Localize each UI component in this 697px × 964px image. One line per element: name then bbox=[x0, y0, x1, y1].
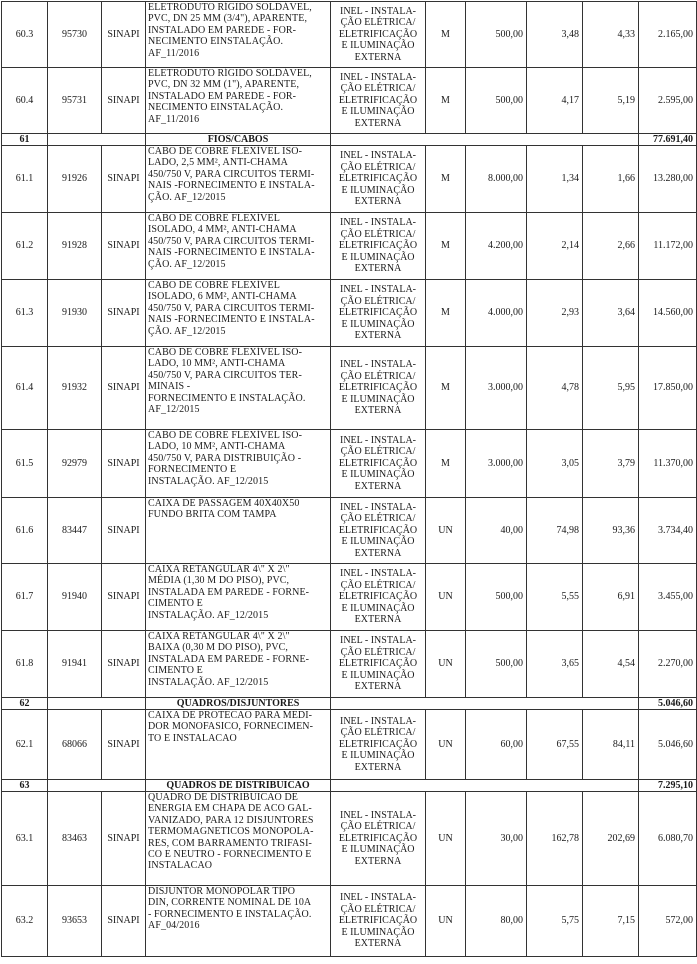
item-group: INEL - INSTALA- ÇÃO ELÉTRICA/ ELETRIFICAÇÃO E ILUMINAÇÃO EXTERNA bbox=[331, 213, 426, 280]
item-total: 3.734,40 bbox=[639, 498, 697, 564]
item-unit-price: 5,75 bbox=[527, 886, 583, 957]
item-number: 61.2 bbox=[2, 213, 48, 280]
table-row bbox=[2, 146, 697, 213]
table-row bbox=[2, 710, 697, 780]
item-source: SINAPI bbox=[102, 280, 146, 347]
item-unit-price-bdi: 4,33 bbox=[583, 2, 639, 68]
item-total: 5.046,60 bbox=[639, 710, 697, 780]
table-row bbox=[2, 631, 697, 698]
item-source: SINAPI bbox=[102, 631, 146, 698]
item-group: INEL - INSTALA- ÇÃO ELÉTRICA/ ELETRIFICAÇÃO E ILUMINAÇÃO EXTERNA bbox=[331, 564, 426, 631]
item-unit-price-bdi: 1,66 bbox=[583, 146, 639, 213]
item-code: 91932 bbox=[48, 347, 102, 430]
item-unit-price-bdi: 5,19 bbox=[583, 68, 639, 134]
item-source: SINAPI bbox=[102, 710, 146, 780]
section-number: 61 bbox=[2, 134, 48, 146]
item-description: DISJUNTOR MONOPOLAR TIPO DIN, CORRENTE NOMINAL DE 10A - FORNECIMENTO E INSTALAÇÃO. AF_04/2016 bbox=[146, 886, 331, 957]
item-total: 17.850,00 bbox=[639, 347, 697, 430]
item-source: SINAPI bbox=[102, 564, 146, 631]
item-unit-price: 3,48 bbox=[527, 2, 583, 68]
item-number: 61.3 bbox=[2, 280, 48, 347]
section-spacer bbox=[331, 134, 639, 146]
item-total: 2.270,00 bbox=[639, 631, 697, 698]
item-description: CABO DE COBRE FLEXÍVEL ISOLADO, 6 MM², ANTI-CHAMA 450/750 V, PARA CIRCUITOS TERMI- NAIS -FORNECIMENTO E INSTALA- ÇÃO. AF_12/2015 bbox=[146, 280, 331, 347]
item-unit-price-bdi: 4,54 bbox=[583, 631, 639, 698]
item-unit-price: 74,98 bbox=[527, 498, 583, 564]
section-name: QUADROS DE DISTRIBUICAO bbox=[146, 780, 331, 792]
item-source: SINAPI bbox=[102, 68, 146, 134]
item-group: INEL - INSTALA- ÇÃO ELÉTRICA/ ELETRIFICAÇÃO E ILUMINAÇÃO EXTERNA bbox=[331, 710, 426, 780]
section-spacer bbox=[48, 780, 146, 792]
item-code: 91928 bbox=[48, 213, 102, 280]
item-unit-price: 1,34 bbox=[527, 146, 583, 213]
item-unit-price-bdi: 84,11 bbox=[583, 710, 639, 780]
section-total: 7.295,10 bbox=[639, 780, 697, 792]
item-description: CABO DE COBRE FLEXÍVEL ISO- LADO, 2,5 MM², ANTI-CHAMA 450/750 V, PARA CIRCUITOS TERMI- NAIS -FORNECIMENTO E INSTALA- ÇÃO. AF_12/2015 bbox=[146, 146, 331, 213]
item-description: ELETRODUTO RÍGIDO SOLDÁVEL, PVC, DN 32 MM (1"), APARENTE, INSTALADO EM PAREDE - FOR- NECIMENTO EINSTALAÇÃO. AF_11/2016 bbox=[146, 68, 331, 134]
item-unit-price-bdi: 6,91 bbox=[583, 564, 639, 631]
item-description: CABO DE COBRE FLEXÍVEL ISO- LADO, 10 MM², ANTI-CHAMA 450/750 V, PARA CIRCUITOS TER- MINAIS - FORNECIMENTO E INSTALAÇÃO. AF_12/2015 bbox=[146, 347, 331, 430]
section-name: QUADROS/DISJUNTORES bbox=[146, 698, 331, 710]
item-total: 6.080,70 bbox=[639, 792, 697, 886]
item-code: 91930 bbox=[48, 280, 102, 347]
item-quantity: 3.000,00 bbox=[466, 430, 527, 498]
section-number: 62 bbox=[2, 698, 48, 710]
section-header-row bbox=[2, 698, 697, 710]
item-group: INEL - INSTALA- ÇÃO ELÉTRICA/ ELETRIFICAÇÃO E ILUMINAÇÃO EXTERNA bbox=[331, 430, 426, 498]
item-number: 61.7 bbox=[2, 564, 48, 631]
table-row bbox=[2, 886, 697, 957]
item-unit: UN bbox=[426, 710, 466, 780]
section-spacer bbox=[48, 134, 146, 146]
item-group: INEL - INSTALA- ÇÃO ELÉTRICA/ ELETRIFICAÇÃO E ILUMINAÇÃO EXTERNA bbox=[331, 631, 426, 698]
section-spacer bbox=[331, 780, 639, 792]
item-unit-price-bdi: 93,36 bbox=[583, 498, 639, 564]
item-source: SINAPI bbox=[102, 886, 146, 957]
item-group: INEL - INSTALA- ÇÃO ELÉTRICA/ ELETRIFICAÇÃO E ILUMINAÇÃO EXTERNA bbox=[331, 498, 426, 564]
item-unit: M bbox=[426, 280, 466, 347]
item-number: 63.1 bbox=[2, 792, 48, 886]
item-number: 61.1 bbox=[2, 146, 48, 213]
item-description: CAIXA RETANGULAR 4\" X 2\" MÉDIA (1,30 M DO PISO), PVC, INSTALADA EM PAREDE - FORNE- CIMENTO E INSTALAÇÃO. AF_12/2015 bbox=[146, 564, 331, 631]
item-number: 61.4 bbox=[2, 347, 48, 430]
item-unit-price: 162,78 bbox=[527, 792, 583, 886]
item-total: 14.560,00 bbox=[639, 280, 697, 347]
item-number: 61.6 bbox=[2, 498, 48, 564]
item-code: 93653 bbox=[48, 886, 102, 957]
item-unit: M bbox=[426, 430, 466, 498]
item-group: INEL - INSTALA- ÇÃO ELÉTRICA/ ELETRIFICAÇÃO E ILUMINAÇÃO EXTERNA bbox=[331, 886, 426, 957]
item-unit-price-bdi: 3,79 bbox=[583, 430, 639, 498]
item-quantity: 80,00 bbox=[466, 886, 527, 957]
item-number: 60.3 bbox=[2, 2, 48, 68]
item-quantity: 500,00 bbox=[466, 68, 527, 134]
item-unit-price-bdi: 202,69 bbox=[583, 792, 639, 886]
item-unit-price-bdi: 3,64 bbox=[583, 280, 639, 347]
item-unit: UN bbox=[426, 792, 466, 886]
item-total: 572,00 bbox=[639, 886, 697, 957]
item-group: INEL - INSTALA- ÇÃO ELÉTRICA/ ELETRIFICAÇÃO E ILUMINAÇÃO EXTERNA bbox=[331, 792, 426, 886]
item-description: QUADRO DE DISTRIBUICAO DE ENERGIA EM CHAPA DE ACO GAL- VANIZADO, PARA 12 DISJUNTORES TERMOMAGNETICOS MONOPOLA- RES, COM BARRAMENTO TRIFASI- CO E NEUTRO - FORNECIMENTO E INSTALACAO bbox=[146, 792, 331, 886]
section-header-row bbox=[2, 780, 697, 792]
table-row bbox=[2, 347, 697, 430]
item-unit: M bbox=[426, 2, 466, 68]
item-number: 63.2 bbox=[2, 886, 48, 957]
item-code: 91940 bbox=[48, 564, 102, 631]
section-number: 63 bbox=[2, 780, 48, 792]
item-number: 60.4 bbox=[2, 68, 48, 134]
item-quantity: 40,00 bbox=[466, 498, 527, 564]
item-code: 95731 bbox=[48, 68, 102, 134]
section-header-row bbox=[2, 134, 697, 146]
item-total: 2.595,00 bbox=[639, 68, 697, 134]
item-unit: UN bbox=[426, 886, 466, 957]
table-row bbox=[2, 68, 697, 134]
item-total: 11.172,00 bbox=[639, 213, 697, 280]
item-unit: M bbox=[426, 213, 466, 280]
item-quantity: 8.000,00 bbox=[466, 146, 527, 213]
item-code: 91926 bbox=[48, 146, 102, 213]
item-quantity: 60,00 bbox=[466, 710, 527, 780]
item-unit-price-bdi: 5,95 bbox=[583, 347, 639, 430]
table-body bbox=[2, 2, 697, 957]
item-unit-price: 5,55 bbox=[527, 564, 583, 631]
item-unit: M bbox=[426, 68, 466, 134]
item-source: SINAPI bbox=[102, 347, 146, 430]
item-code: 83463 bbox=[48, 792, 102, 886]
section-name: FIOS/CABOS bbox=[146, 134, 331, 146]
item-code: 92979 bbox=[48, 430, 102, 498]
section-total: 5.046,60 bbox=[639, 698, 697, 710]
item-unit: UN bbox=[426, 498, 466, 564]
table-row bbox=[2, 498, 697, 564]
item-quantity: 500,00 bbox=[466, 2, 527, 68]
item-total: 13.280,00 bbox=[639, 146, 697, 213]
item-unit-price: 2,93 bbox=[527, 280, 583, 347]
item-number: 62.1 bbox=[2, 710, 48, 780]
item-quantity: 500,00 bbox=[466, 631, 527, 698]
item-group: INEL - INSTALA- ÇÃO ELÉTRICA/ ELETRIFICAÇÃO E ILUMINAÇÃO EXTERNA bbox=[331, 347, 426, 430]
item-unit-price: 3,65 bbox=[527, 631, 583, 698]
item-group: INEL - INSTALA- ÇÃO ELÉTRICA/ ELETRIFICAÇÃO E ILUMINAÇÃO EXTERNA bbox=[331, 280, 426, 347]
item-description: ELETRODUTO RÍGIDO SOLDÁVEL, PVC, DN 25 MM (3/4"), APARENTE, INSTALADO EM PAREDE - FOR- NECIMENTO EINSTALAÇÃO. AF_11/2016 bbox=[146, 2, 331, 68]
item-unit: UN bbox=[426, 564, 466, 631]
item-code: 83447 bbox=[48, 498, 102, 564]
item-group: INEL - INSTALA- ÇÃO ELÉTRICA/ ELETRIFICAÇÃO E ILUMINAÇÃO EXTERNA bbox=[331, 2, 426, 68]
budget-table bbox=[1, 1, 697, 957]
item-unit-price-bdi: 7,15 bbox=[583, 886, 639, 957]
item-quantity: 30,00 bbox=[466, 792, 527, 886]
item-unit: M bbox=[426, 347, 466, 430]
item-total: 3.455,00 bbox=[639, 564, 697, 631]
item-group: INEL - INSTALA- ÇÃO ELÉTRICA/ ELETRIFICAÇÃO E ILUMINAÇÃO EXTERNA bbox=[331, 68, 426, 134]
item-unit-price: 4,17 bbox=[527, 68, 583, 134]
item-description: CAIXA DE PASSAGEM 40X40X50 FUNDO BRITA COM TAMPA bbox=[146, 498, 331, 564]
item-quantity: 4.000,00 bbox=[466, 280, 527, 347]
item-source: SINAPI bbox=[102, 213, 146, 280]
item-quantity: 4.200,00 bbox=[466, 213, 527, 280]
item-unit-price: 4,78 bbox=[527, 347, 583, 430]
section-spacer bbox=[48, 698, 146, 710]
item-number: 61.5 bbox=[2, 430, 48, 498]
table-row bbox=[2, 792, 697, 886]
section-spacer bbox=[331, 698, 639, 710]
item-code: 95730 bbox=[48, 2, 102, 68]
item-description: CAIXA DE PROTECAO PARA MEDI- DOR MONOFASICO, FORNECIMEN- TO E INSTALACAO bbox=[146, 710, 331, 780]
item-unit-price: 2,14 bbox=[527, 213, 583, 280]
table-row bbox=[2, 564, 697, 631]
item-description: CABO DE COBRE FLEXÍVEL ISOLADO, 4 MM², ANTI-CHAMA 450/750 V, PARA CIRCUITOS TERMI- NAIS -FORNECIMENTO E INSTALA- ÇÃO. AF_12/2015 bbox=[146, 213, 331, 280]
table-row bbox=[2, 430, 697, 498]
item-quantity: 500,00 bbox=[466, 564, 527, 631]
item-total: 11.370,00 bbox=[639, 430, 697, 498]
item-unit-price: 3,05 bbox=[527, 430, 583, 498]
section-total: 77.691,40 bbox=[639, 134, 697, 146]
table-row bbox=[2, 213, 697, 280]
item-number: 61.8 bbox=[2, 631, 48, 698]
item-quantity: 3.000,00 bbox=[466, 347, 527, 430]
item-description: CAIXA RETANGULAR 4\" X 2\" BAIXA (0,30 M DO PISO), PVC, INSTALADA EM PAREDE - FORNE- CIMENTO E INSTALAÇÃO. AF_12/2015 bbox=[146, 631, 331, 698]
item-unit-price-bdi: 2,66 bbox=[583, 213, 639, 280]
item-total: 2.165,00 bbox=[639, 2, 697, 68]
item-source: SINAPI bbox=[102, 792, 146, 886]
item-source: SINAPI bbox=[102, 146, 146, 213]
item-source: SINAPI bbox=[102, 2, 146, 68]
item-source: SINAPI bbox=[102, 430, 146, 498]
item-unit: M bbox=[426, 146, 466, 213]
item-code: 91941 bbox=[48, 631, 102, 698]
item-unit: UN bbox=[426, 631, 466, 698]
item-code: 68066 bbox=[48, 710, 102, 780]
item-group: INEL - INSTALA- ÇÃO ELÉTRICA/ ELETRIFICAÇÃO E ILUMINAÇÃO EXTERNA bbox=[331, 146, 426, 213]
table-row bbox=[2, 2, 697, 68]
item-description: CABO DE COBRE FLEXÍVEL ISO- LADO, 10 MM², ANTI-CHAMA 450/750 V, PARA DISTRIBUIÇÃO - FORNECIMENTO E INSTALAÇÃO. AF_12/2015 bbox=[146, 430, 331, 498]
table-row bbox=[2, 280, 697, 347]
item-unit-price: 67,55 bbox=[527, 710, 583, 780]
item-source: SINAPI bbox=[102, 498, 146, 564]
